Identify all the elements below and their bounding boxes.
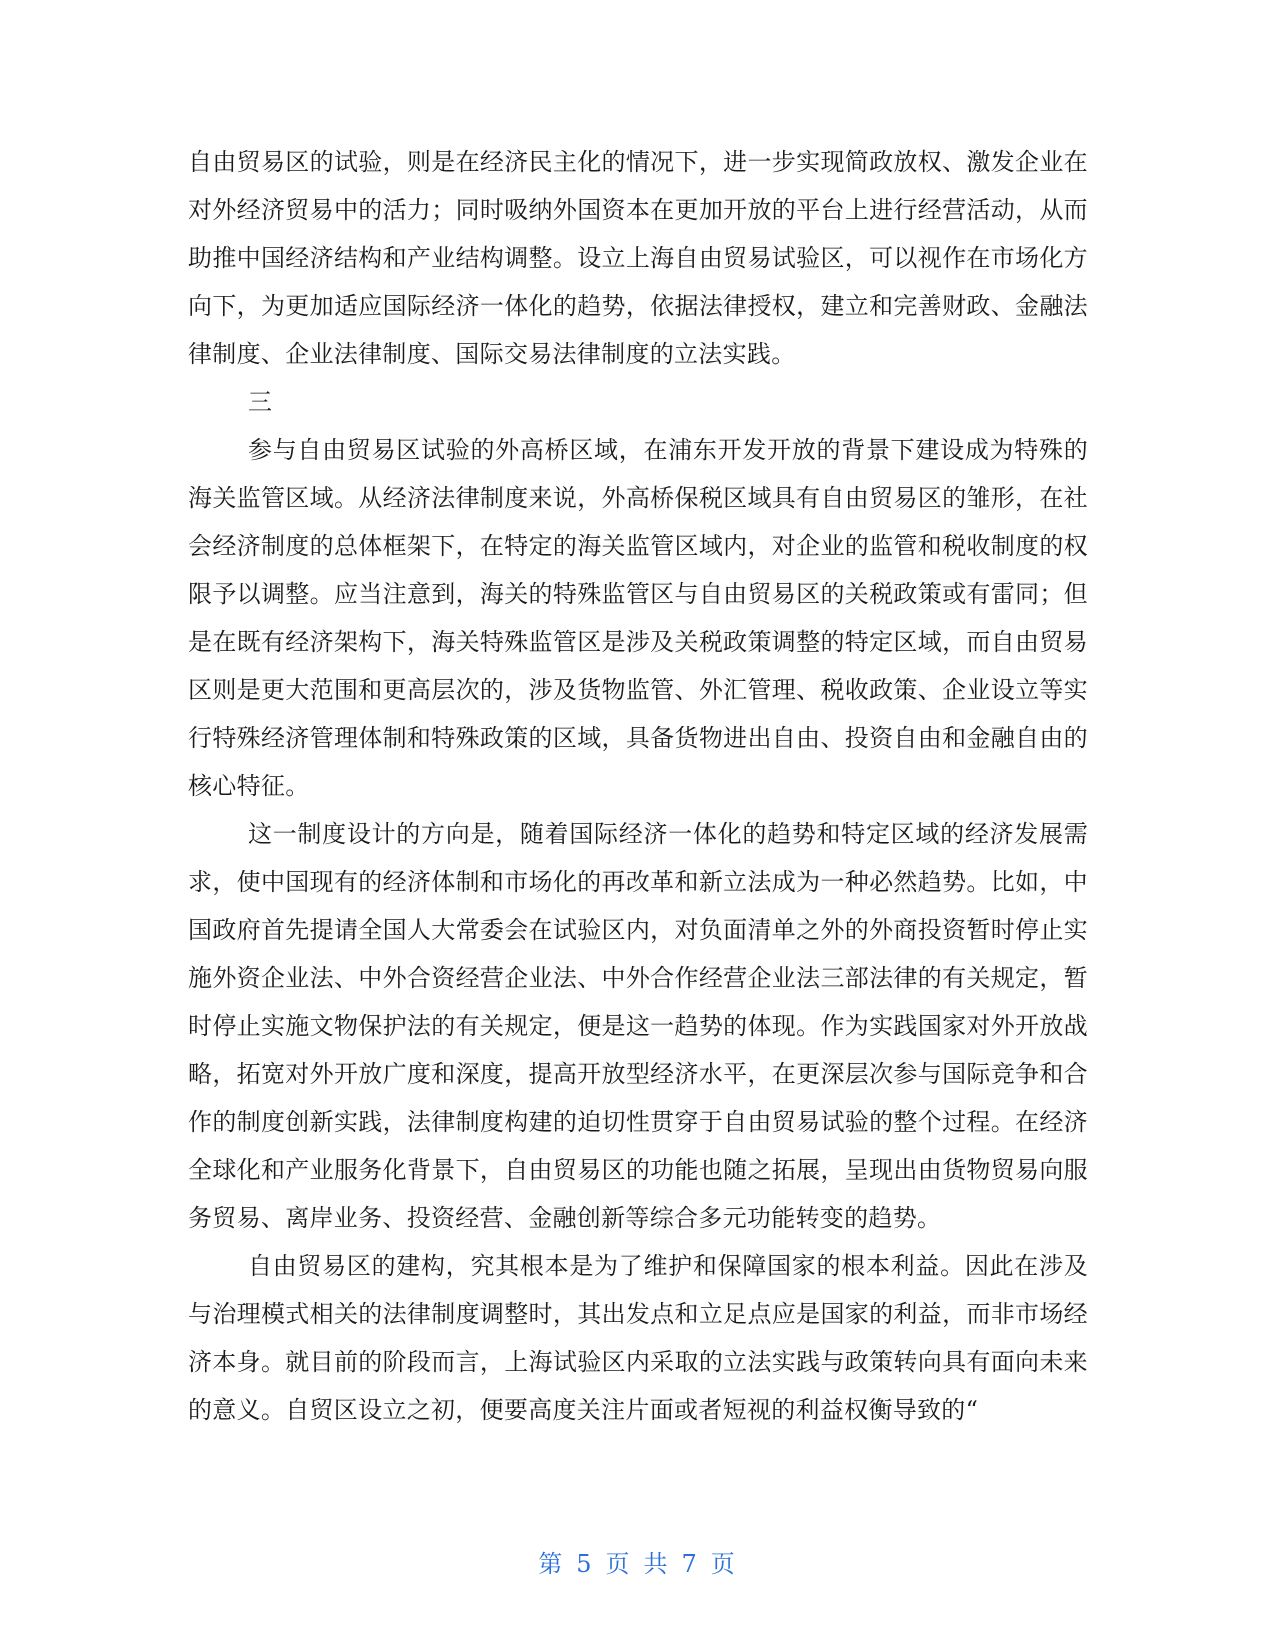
footer-total-prefix: 共	[643, 1550, 670, 1578]
paragraph-4: 自由贸易区的建构，究其根本是为了维护和保障国家的根本利益。因此在涉及与治理模式相关的法律制度调整时，其出发点和立足点应是国家的利益，而非市场经济本身。就目前的阶段而言，上海试验区内采取的立法实践与政策转向具有面向未来的意义。自贸区设立之初，便要高度关注片面或者短视的利益权衡导致的“	[188, 1252, 1088, 1424]
footer-page-word: 页	[605, 1550, 632, 1578]
current-page-number: 5	[576, 1550, 594, 1578]
section-heading: 三	[248, 388, 272, 416]
footer-suffix: 页	[710, 1550, 737, 1578]
page-footer	[0, 1544, 1275, 1579]
paragraph-3: 这一制度设计的方向是，随着国际经济一体化的趋势和特定区域的经济发展需求，使中国现有的经济体制和市场化的再改革和新立法成为一种必然趋势。比如，中国政府首先提请全国人大常委会在试验区内，对负面清单之外的外商投资暂时停止实施外资企业法、中外合资经营企业法、中外合作经营企业法三部法律的有关规定，暂时停止实施文物保护法的有关规定，便是这一趋势的体现。作为实践国家对外开放战略，拓宽对外开放广度和深度，提高开放型经济水平，在更深层次参与国际竞争和合作的制度创新实践，法律制度构建的迫切性贯穿于自由贸易试验的整个过程。在经济全球化和产业服务化背景下，自由贸易区的功能也随之拓展，呈现出由货物贸易向服务贸易、离岸业务、投资经营、金融创新等综合多元功能转变的趋势。	[188, 820, 1088, 1232]
document-body	[188, 138, 1088, 1434]
paragraph-2: 参与自由贸易区试验的外高桥区域，在浦东开发开放的背景下建设成为特殊的海关监管区域。从经济法律制度来说，外高桥保税区域具有自由贸易区的雏形，在社会经济制度的总体框架下，在特定的海关监管区域内，对企业的监管和税收制度的权限予以调整。应当注意到，海关的特殊监管区与自由贸易区的关税政策或有雷同；但是在既有经济架构下，海关特殊监管区是涉及关税政策调整的特定区域，而自由贸易区则是更大范围和更高层次的，涉及货物监管、外汇管理、税收政策、企业设立等实行特殊经济管理体制和特殊政策的区域，具备货物进出自由、投资自由和金融自由的核心特征。	[188, 436, 1088, 800]
footer-prefix: 第	[538, 1550, 565, 1578]
paragraph-1: 自由贸易区的试验，则是在经济民主化的情况下，进一步实现简政放权、激发企业在对外经济贸易中的活力；同时吸纳外国资本在更加开放的平台上进行经营活动，从而助推中国经济结构和产业结构调整。设立上海自由贸易试验区，可以视作在市场化方向下，为更加适应国际经济一体化的趋势，依据法律授权，建立和完善财政、金融法律制度、企业法律制度、国际交易法律制度的立法实践。	[188, 148, 1088, 368]
total-pages-number: 7	[681, 1550, 699, 1578]
